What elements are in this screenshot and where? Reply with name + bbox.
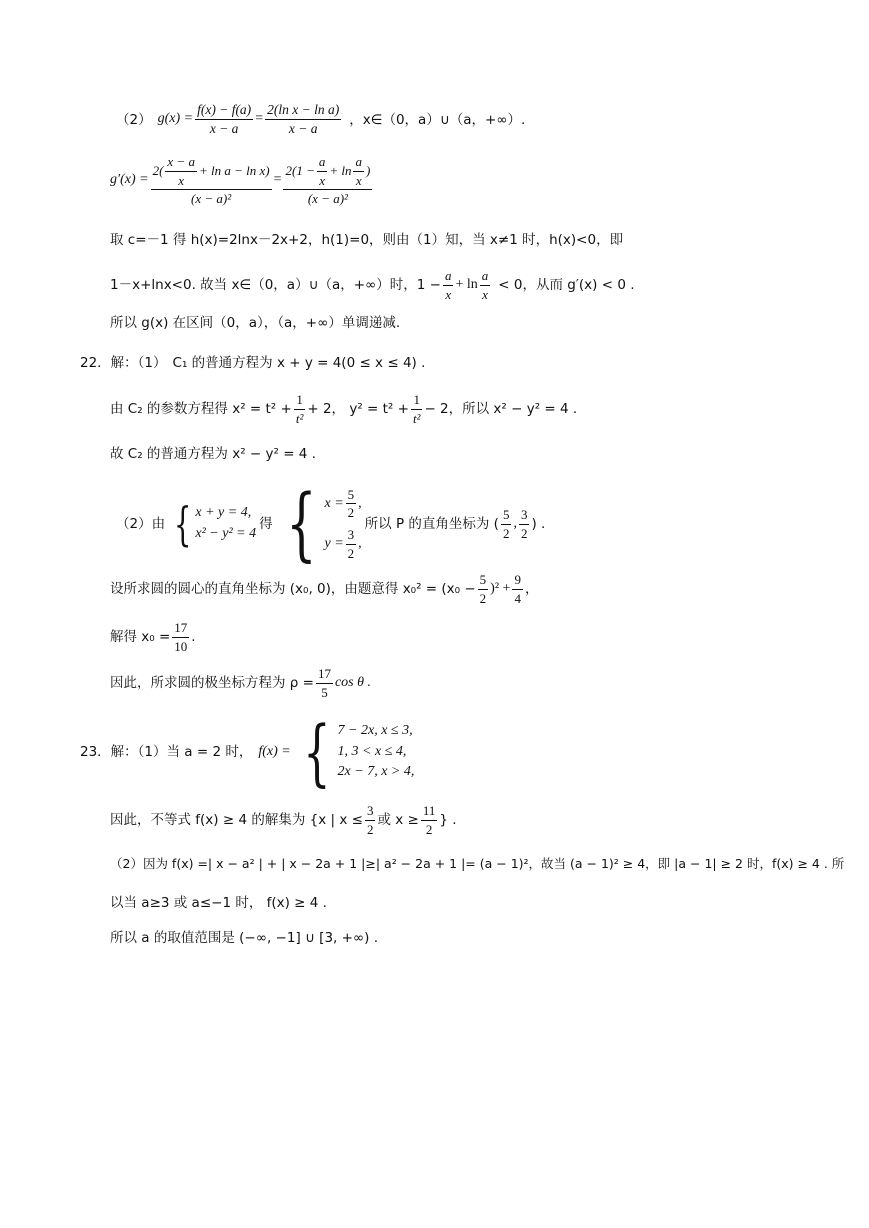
ineq-fraction-2 [480,268,491,302]
system-eq-2: x² − y² = 4 [195,526,257,541]
gp-fraction-2-den: (x − a)² [307,191,348,207]
gp-num2-mid: + ln [329,163,352,179]
q23-sol-f1-num: 3 [365,803,376,821]
gp-fraction-2-num [283,154,372,190]
q23-line-1 [80,710,417,794]
q23-sol-fraction-2 [421,803,438,837]
c2-f1-num: 1 [294,392,305,410]
q22-solve-line [110,620,196,654]
g-fraction-1 [195,102,253,137]
system-eq-1: x + y = 4, [195,505,252,521]
c2-f2-num: 1 [411,392,422,410]
gp-fraction-2 [283,154,372,207]
center-fraction-2 [512,572,523,606]
gp-num1-inner-den: x [178,172,185,188]
center-fraction-1 [478,572,489,606]
piecewise-case-2: 1, 3 < x ≤ 4, [337,743,407,759]
ineq-f1-den: x [445,286,452,302]
ineq-post: < 0，从而 g′(x) < 0 . [498,277,635,293]
left-brace-icon: { [285,477,317,570]
g-fraction-2 [265,102,341,137]
q22-p1: C₁ 的普通方程为 x + y = 4(0 ≤ x ≤ 4) . [172,355,426,371]
center-f1-num: 5 [478,572,489,590]
q23-f-lhs: f(x) = [258,743,291,759]
solve-fraction [172,620,189,654]
q22-center-line [110,572,538,606]
solve-post: . [191,629,196,645]
inequality-line [110,268,635,302]
q23-p2-line2: 以当 a≥3 或 a≤−1 时， f(x) ≥ 4 . [110,895,327,911]
gp-num2-inner1-den: x [319,172,325,188]
left-brace-icon: { [173,497,192,551]
g-definition-line [116,102,525,137]
p-coord-f2-num: 3 [519,507,530,525]
sol-y-post: , [358,535,362,551]
gp-lhs: g′(x) = [110,171,149,187]
system-cases [195,505,256,543]
gp-num2-post: ) [365,163,371,179]
solution-system [276,477,362,570]
q22-number: 22．解：（1） [80,355,167,371]
q22-p2-de: 得 [259,515,273,532]
p-coord-f1-num: 5 [501,507,512,525]
center-pre: 设所求圆的圆心的直角坐标为 (x₀, 0)，由题意得 x₀² = (x₀ − [110,581,476,597]
q23-sol-f1-den: 2 [366,821,374,837]
ineq-pre: 1－x+lnx<0. 故当 x∈（0，a）∪（a，+∞）时，1 − [110,277,441,293]
sol-x-fraction [346,487,357,521]
center-mid: )² + [490,580,511,596]
q23-p2-line3: 所以 a 的取值范围是 (−∞, −1] ∪ [3, +∞) . [110,930,379,946]
p-coord-post: ) . [531,515,546,532]
solve-num: 17 [172,620,189,638]
sol-y-pre: y = [324,535,344,551]
q23-part2-line-1 [110,856,844,871]
q23-number: 23．解：（1）当 a = 2 时， [80,743,253,760]
ineq-f2-num: a [480,268,491,286]
center-f1-den: 2 [479,590,487,606]
piecewise-cases [338,723,415,781]
gp-num1-inner-fraction [165,154,197,188]
g-fraction-1-den: x − a [209,121,239,137]
piecewise-function [294,710,415,794]
gp-fraction-1 [151,154,272,207]
c2-fraction-1 [294,392,306,426]
sol-y-row [325,527,362,561]
gp-num2-pre: 2(1 − [285,163,315,179]
polar-pre: 因此，所求圆的极坐标方程为 ρ = [110,675,314,691]
p-coord-pre: 所以 P 的直角坐标为 ( [364,515,499,532]
c2-f2-den: t² [412,410,421,426]
q22-p2-label: （2）由 [116,515,166,532]
take-c-line [110,232,623,248]
piecewise-case-3: 2x − 7, x > 4, [337,764,415,780]
p-coord-fraction-1 [501,507,512,541]
conclusion-21 [110,315,400,331]
q23-sol-f2-den: 2 [425,821,433,837]
solve-pre: 解得 x₀ = [110,629,171,645]
ineq-f2-den: x [482,286,488,302]
ineq-fraction-1 [443,268,454,302]
gp-num1-inner-num: x − a [165,154,197,172]
q23-p2-line1: （2）因为 f(x) =| x − a² | + | x − 2a + 1 |≥| a² − 2a + 1 |= (a − 1)²，故当 (a − 1)² ≥ 4，即 |a − 1| ≥ 2 时，f(x) ≥ 4 . 所 [110,856,845,871]
q22-c2-result-line [110,446,316,462]
q22-line-1 [80,355,425,371]
g-fraction-2-den: x − a [288,121,318,137]
gp-num2-inner-fraction-2 [353,154,364,188]
center-f2-num: 9 [512,572,523,590]
take-c-text: 取 c=－1 得 h(x)=2lnx－2x+2，h(1)=0，则由（1）知，当 x≠1 时，h(x)<0，即 [110,232,624,248]
equals-sign: = [273,171,282,187]
part-label: （2） [116,111,152,128]
ineq-mid: + ln [455,276,478,292]
polar-fraction [316,666,333,700]
c2-post: − 2，所以 x² − y² = 4 . [424,401,578,417]
q22-part2-system-line [116,477,546,570]
q23-sol-mid: 或 x ≥ [377,812,419,828]
left-brace-icon: { [302,710,331,794]
sol-x-pre: x = [324,495,344,511]
c2-pre: 由 C₂ 的参数方程得 x² = t² + [110,401,292,417]
c2-result: 故 C₂ 的普通方程为 x² − y² = 4 . [110,446,316,462]
q23-part2-line-3 [110,930,378,946]
sol-x-num: 5 [346,487,357,505]
equals-sign: = [255,111,264,127]
q23-sol-fraction-1 [365,803,376,837]
sol-y-den: 2 [347,545,355,561]
gp-fraction-1-den: (x − a)² [191,191,232,207]
gp-fraction-1-num [151,154,272,190]
p-coord-f2-den: 2 [520,525,528,541]
solution-cases [325,487,362,561]
center-f2-den: 4 [514,590,521,606]
gp-num2-inner1-num: a [317,154,328,172]
sol-y-num: 3 [346,527,357,545]
g-lhs: g(x) = [157,111,194,127]
sol-x-post: , [358,495,362,511]
solve-den: 10 [174,638,188,654]
q23-sol-post: } . [439,812,457,828]
p-coord-fraction-2 [519,507,530,541]
c2-fraction-2 [411,392,423,426]
g-fraction-1-num: f(x) − f(a) [195,102,253,120]
gp-num1-post: + ln a − ln x) [198,163,270,179]
gp-num1-pre: 2( [152,163,164,179]
q22-polar-line [110,666,371,700]
g-fraction-2-num: 2(ln x − ln a) [265,102,341,120]
gp-num2-inner2-num: a [353,154,364,172]
q23-solution-line [110,803,457,837]
q23-part2-line-2 [110,895,327,911]
gp-num2-inner-fraction-1 [317,154,328,188]
q22-c2-param-line [110,392,577,426]
sol-x-den: 2 [347,505,355,521]
c2-mid: + 2， y² = t² + [307,401,409,417]
conclusion-21-text: 所以 g(x) 在区间（0，a），（a，+∞）单调递减. [110,315,401,331]
g-domain: ，x∈（0，a）∪（a，+∞）. [349,111,526,128]
c2-f1-den: t² [295,410,304,426]
p-coord-f1-den: 2 [502,525,510,541]
center-post: ， [524,581,539,597]
system-equations [168,497,257,551]
g-derivative-line [110,154,374,207]
q23-sol-pre: 因此，不等式 f(x) ≥ 4 的解集为 {x | x ≤ [110,812,363,828]
polar-post: cos θ . [334,674,372,690]
gp-num2-inner2-den: x [355,172,362,188]
sol-y-fraction [346,527,357,561]
p-coord-comma: , [513,515,517,531]
polar-num: 17 [316,666,333,684]
piecewise-case-1: 7 − 2x, x ≤ 3, [337,722,413,738]
ineq-f1-num: a [443,268,454,286]
sol-x-row [325,487,362,521]
q23-sol-f2-num: 11 [421,803,438,821]
polar-den: 5 [321,684,328,700]
